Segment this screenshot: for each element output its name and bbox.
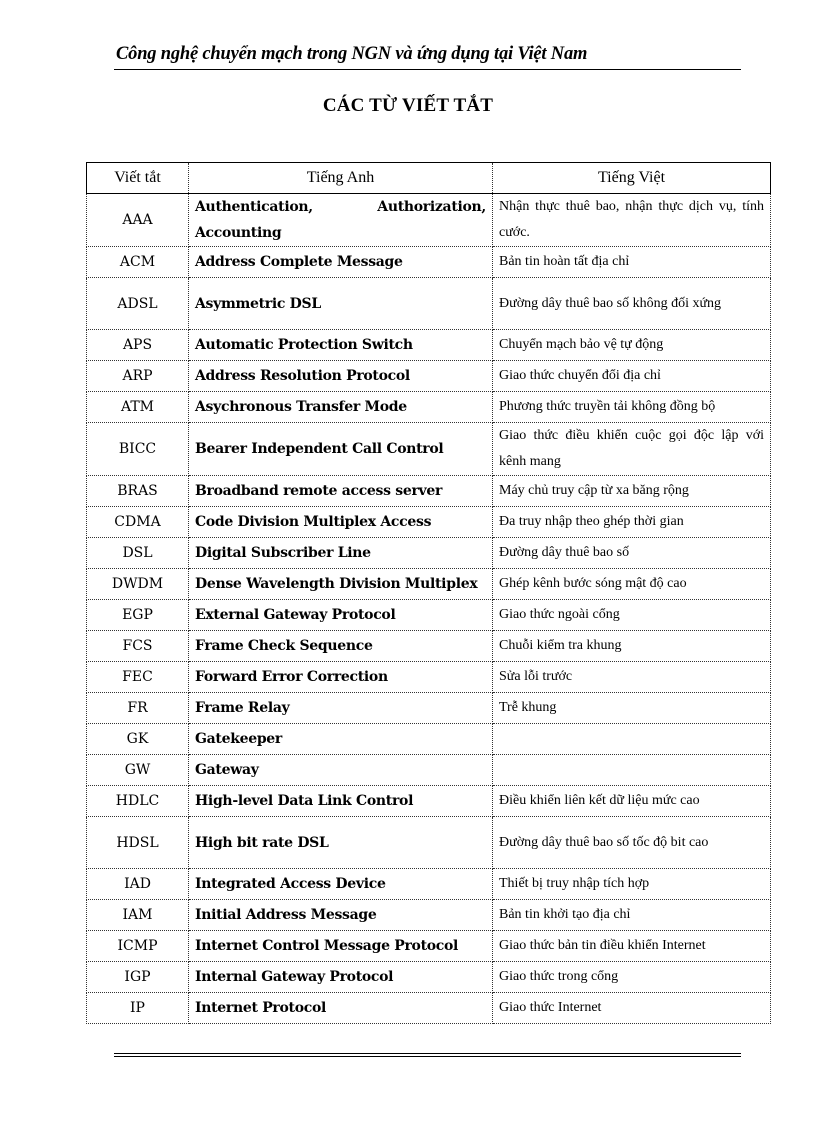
abbreviation-cell: IAD [87, 869, 189, 900]
abbreviation-cell: APS [87, 330, 189, 361]
table-row [87, 278, 771, 330]
english-term-cell: Gateway [189, 755, 493, 786]
vietnamese-term-cell: Bản tin khởi tạo địa chỉ [493, 900, 771, 931]
table-row [87, 361, 771, 392]
english-term-cell: Digital Subscriber Line [189, 538, 493, 569]
table-row [87, 662, 771, 693]
english-term-cell: Integrated Access Device [189, 869, 493, 900]
abbreviation-cell: HDLC [87, 786, 189, 817]
vietnamese-term-cell: Đường dây thuê bao số [493, 538, 771, 569]
english-term-cell: Asychronous Transfer Mode [189, 392, 493, 423]
table-row [87, 931, 771, 962]
abbreviation-cell: ATM [87, 392, 189, 423]
table-row [87, 631, 771, 662]
english-term-cell: External Gateway Protocol [189, 600, 493, 631]
abbreviation-cell: GK [87, 724, 189, 755]
table-row [87, 247, 771, 278]
table-row [87, 869, 771, 900]
english-term-cell: High-level Data Link Control [189, 786, 493, 817]
vietnamese-term-cell: Giao thức bản tin điều khiển Internet [493, 931, 771, 962]
column-header-english: Tiếng Anh [189, 163, 493, 194]
vietnamese-term-cell: Máy chủ truy cập từ xa băng rộng [493, 476, 771, 507]
vietnamese-term-cell: Sửa lỗi trước [493, 662, 771, 693]
table-row [87, 962, 771, 993]
vietnamese-term-cell: Phương thức truyền tải không đồng bộ [493, 392, 771, 423]
abbreviation-cell: GW [87, 755, 189, 786]
english-term-cell: Address Complete Message [189, 247, 493, 278]
vietnamese-term-cell: Thiết bị truy nhập tích hợp [493, 869, 771, 900]
english-term-cell: Broadband remote access server [189, 476, 493, 507]
vietnamese-term-cell [493, 755, 771, 786]
table-header-row [87, 163, 771, 194]
table-row [87, 538, 771, 569]
table-row [87, 900, 771, 931]
table-row [87, 569, 771, 600]
english-term-cell: Internal Gateway Protocol [189, 962, 493, 993]
abbreviation-cell: BRAS [87, 476, 189, 507]
page-title: CÁC TỪ VIẾT TẮT [322, 95, 494, 116]
vietnamese-term-cell: Trễ khung [493, 693, 771, 724]
vietnamese-term-cell: Bản tin hoàn tất địa chỉ [493, 247, 771, 278]
table-row [87, 194, 771, 247]
abbreviation-cell: IGP [87, 962, 189, 993]
abbreviation-cell: DSL [87, 538, 189, 569]
english-term-cell: Internet Protocol [189, 993, 493, 1024]
abbreviation-cell: FCS [87, 631, 189, 662]
abbreviation-cell: AAA [87, 194, 189, 247]
table-row [87, 817, 771, 869]
english-term-cell: Address Resolution Protocol [189, 361, 493, 392]
table-row [87, 786, 771, 817]
table-row [87, 600, 771, 631]
vietnamese-term-cell: Chuyển mạch bảo vệ tự động [493, 330, 771, 361]
abbreviation-cell: IAM [87, 900, 189, 931]
abbreviation-cell: HDSL [87, 817, 189, 869]
abbreviation-cell: FEC [87, 662, 189, 693]
table-row [87, 507, 771, 538]
abbreviation-cell: DWDM [87, 569, 189, 600]
english-term-cell: Bearer Independent Call Control [189, 423, 493, 476]
table-row [87, 392, 771, 423]
column-header-abbreviation: Viết tắt [87, 163, 189, 194]
abbreviation-cell: IP [87, 993, 189, 1024]
english-term-cell: Gatekeeper [189, 724, 493, 755]
table-row [87, 755, 771, 786]
column-header-vietnamese: Tiếng Việt [493, 163, 771, 194]
abbreviation-cell: ICMP [87, 931, 189, 962]
vietnamese-term-cell: Giao thức điều khiển cuộc gọi độc lập với kênh mang [493, 423, 771, 476]
vietnamese-term-cell: Đường dây thuê bao số không đối xứng [493, 278, 771, 330]
english-term-cell: Forward Error Correction [189, 662, 493, 693]
english-term-cell: Authentication, Authorization, Accounting [189, 194, 493, 247]
vietnamese-term-cell: Đường dây thuê bao số tốc độ bit cao [493, 817, 771, 869]
abbreviation-cell: EGP [87, 600, 189, 631]
english-term-cell: Initial Address Message [189, 900, 493, 931]
table-row [87, 724, 771, 755]
vietnamese-term-cell: Giao thức trong cổng [493, 962, 771, 993]
english-term-cell: Internet Control Message Protocol [189, 931, 493, 962]
vietnamese-term-cell: Nhận thực thuê bao, nhận thực dịch vụ, tính cước. [493, 194, 771, 247]
english-term-cell: Frame Relay [189, 693, 493, 724]
vietnamese-term-cell: Giao thức ngoài cổng [493, 600, 771, 631]
abbreviation-cell: ADSL [87, 278, 189, 330]
english-term-cell: Asymmetric DSL [189, 278, 493, 330]
abbreviation-cell: ARP [87, 361, 189, 392]
english-term-cell: High bit rate DSL [189, 817, 493, 869]
table-row [87, 423, 771, 476]
abbreviations-table [86, 162, 771, 1024]
vietnamese-term-cell: Đa truy nhập theo ghép thời gian [493, 507, 771, 538]
vietnamese-term-cell: Điều khiển liên kết dữ liệu mức cao [493, 786, 771, 817]
abbreviation-cell: FR [87, 693, 189, 724]
table-row [87, 993, 771, 1024]
english-term-cell: Frame Check Sequence [189, 631, 493, 662]
vietnamese-term-cell: Giao thức chuyển đổi địa chỉ [493, 361, 771, 392]
english-term-cell: Dense Wavelength Division Multiplex [189, 569, 493, 600]
abbreviation-cell: BICC [87, 423, 189, 476]
document-header-title: Công nghệ chuyển mạch trong NGN và ứng dụng tại Việt Nam [116, 44, 588, 64]
vietnamese-term-cell [493, 724, 771, 755]
table-row [87, 330, 771, 361]
table-row [87, 693, 771, 724]
footer-divider [114, 1053, 741, 1057]
header-divider [114, 69, 741, 70]
abbreviation-cell: ACM [87, 247, 189, 278]
english-term-cell: Code Division Multiplex Access [189, 507, 493, 538]
vietnamese-term-cell: Ghép kênh bước sóng mật độ cao [493, 569, 771, 600]
english-term-cell: Automatic Protection Switch [189, 330, 493, 361]
abbreviation-cell: CDMA [87, 507, 189, 538]
vietnamese-term-cell: Chuỗi kiểm tra khung [493, 631, 771, 662]
table-row [87, 476, 771, 507]
vietnamese-term-cell: Giao thức Internet [493, 993, 771, 1024]
